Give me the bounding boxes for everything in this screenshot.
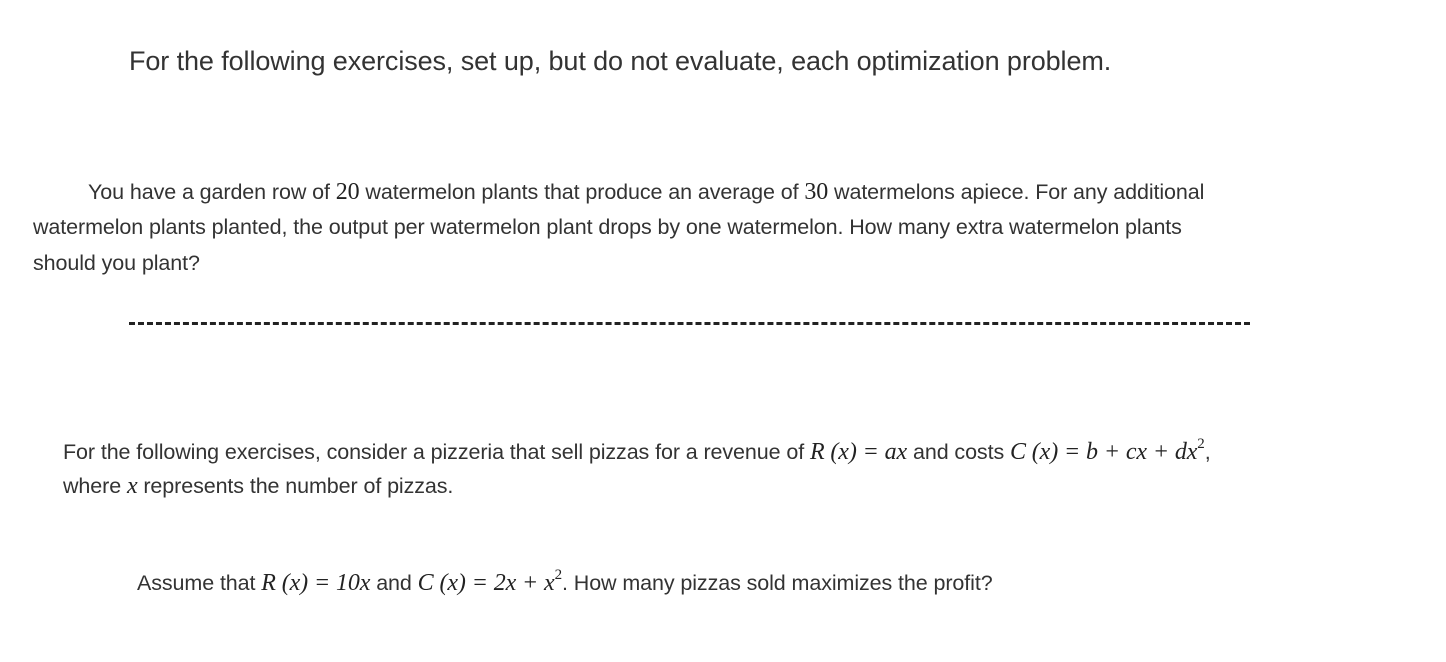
text: where bbox=[63, 474, 127, 498]
exercise-instructions-heading: For the following exercises, set up, but do not evaluate, each optimization problem. bbox=[129, 46, 1112, 76]
watermelon-problem-line-1 bbox=[88, 179, 1204, 206]
text: , bbox=[1204, 440, 1211, 464]
variable-x: x bbox=[126, 473, 138, 499]
text: You have a garden row of bbox=[88, 180, 336, 204]
text: represents the number of pizzas. bbox=[137, 474, 454, 498]
pizza-profit-question bbox=[137, 567, 993, 597]
text: watermelons apiece. For any additional bbox=[828, 180, 1205, 204]
text: For the following exercises, consider a pizzeria that sell pizzas for a revenue of bbox=[63, 440, 810, 464]
cost-exponent: 2 bbox=[554, 567, 563, 583]
cost-function: C (x) = 2x + x bbox=[417, 570, 555, 596]
cost-function: C (x) = b + cx + dx bbox=[1009, 439, 1198, 465]
revenue-function: R (x) = 10x bbox=[261, 570, 371, 596]
cost-exponent: 2 bbox=[1197, 436, 1205, 452]
text: Assume that bbox=[137, 571, 262, 595]
plant-count: 20 bbox=[335, 179, 360, 205]
pizzeria-setup-line-1 bbox=[63, 436, 1211, 466]
pizzeria-setup-line-2 bbox=[63, 473, 453, 500]
text: . How many pizzas sold maximizes the profit? bbox=[562, 571, 993, 595]
text: and bbox=[370, 571, 418, 595]
watermelon-problem-line-3: should you plant? bbox=[33, 251, 200, 275]
text: and costs bbox=[907, 440, 1010, 464]
melon-count: 30 bbox=[804, 179, 829, 205]
section-divider bbox=[129, 322, 1250, 325]
revenue-function: R (x) = ax bbox=[809, 439, 908, 465]
text: watermelon plants that produce an average of bbox=[359, 180, 805, 204]
watermelon-problem-line-2: watermelon plants planted, the output per watermelon plant drops by one watermelon. How many extra watermelon plants bbox=[33, 215, 1182, 239]
